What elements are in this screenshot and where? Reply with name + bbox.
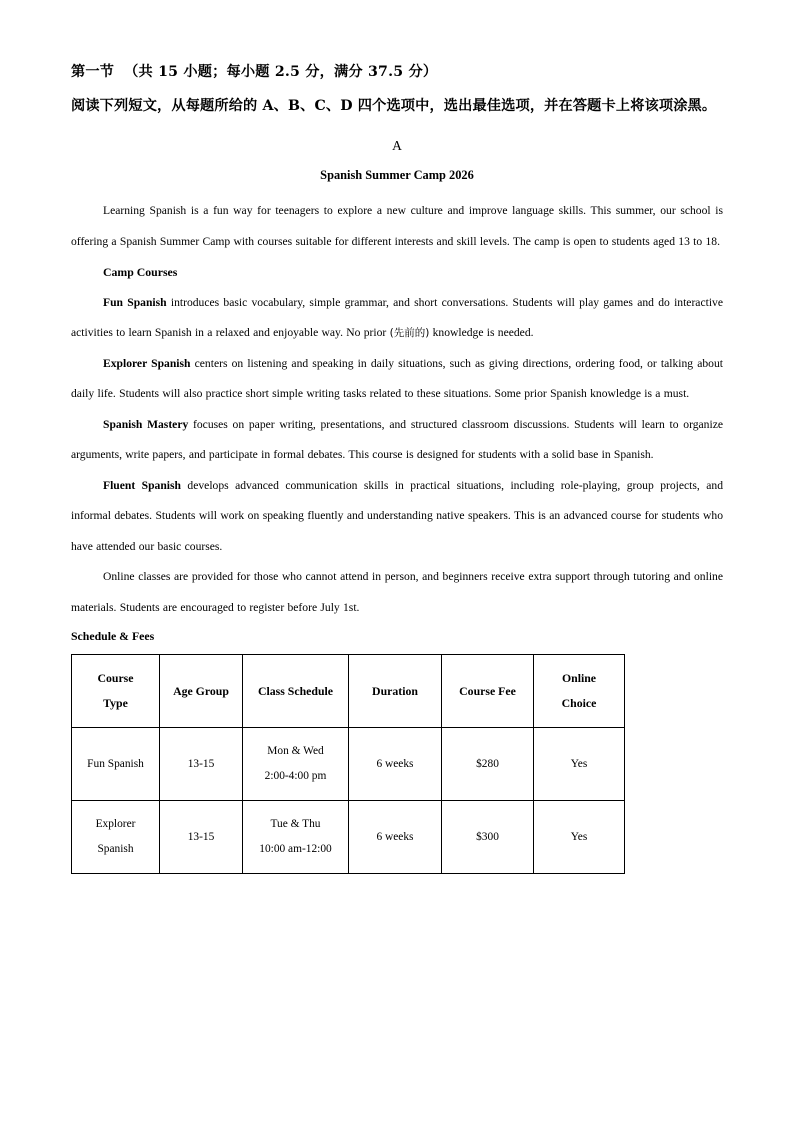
cell-course-type: [72, 801, 160, 874]
passage-closing-paragraph: Online classes are provided for those who cannot attend in person, and beginners receive extra support through tutoring and online materials. Students are encouraged to register before July 1st.: [71, 570, 723, 614]
cell-duration: 6 weeks: [349, 801, 442, 874]
table-header-course-type-line1: Course: [97, 671, 134, 685]
cell-online-choice: Yes: [534, 801, 625, 874]
schedule-fees-table: [71, 654, 625, 874]
cell-class-schedule: [243, 801, 349, 874]
cell-class-schedule-time: 10:00 am-12:00: [259, 843, 332, 855]
section-header-line: [71, 55, 723, 89]
table-header-duration: Duration: [349, 655, 442, 728]
passage-title: Spanish Summer Camp 2026: [320, 168, 474, 182]
cell-course-type-line1: Explorer: [95, 818, 136, 830]
course-paragraph-spanish-mastery: [71, 410, 723, 471]
cell-course-fee: $280: [442, 728, 534, 801]
page-content: [71, 55, 723, 874]
table-header-online-choice: [534, 655, 625, 728]
passage-intro-paragraph: Learning Spanish is a fun way for teenagers to explore a new culture and improve language skills. This summer, our school is offering a Spanish Summer Camp with courses suitable for different interests and skill levels. The camp is open to students aged 13 to 18.: [71, 204, 723, 248]
course-body-tail-fun-spanish: knowledge is needed.: [429, 326, 534, 339]
table-header-row: [72, 655, 625, 728]
course-body-spanish-mastery: focuses on paper writing, presentations, and structured classroom discussions. Students will learn to organize arguments, write papers, and participate in formal debates. This course is designed for students with a solid base in Spanish.: [71, 417, 723, 461]
exam-instruction: 阅读下列短文，从每题所给的 A、B、C、D 四个选项中，选出最佳选项，并在答题卡上将该项涂黑。: [71, 98, 717, 114]
passage-letter: A: [392, 138, 402, 153]
schedule-fees-heading: Schedule & Fees: [71, 629, 155, 643]
course-paragraph-explorer-spanish: [71, 349, 723, 410]
course-body-fluent-spanish: develops advanced communication skills in practical situations, including role-playing, group projects, and informal debates. Students will work on speaking fluently and understanding native speakers. This is an advanced course for students who have attended our basic courses.: [71, 478, 723, 553]
section-label: 第一节: [71, 64, 115, 80]
cell-class-schedule: [243, 728, 349, 801]
cell-class-schedule-days: Tue & Thu: [270, 818, 321, 830]
course-paragraph-fun-spanish: [71, 288, 723, 349]
cell-course-fee: $300: [442, 801, 534, 874]
cell-online-choice: Yes: [534, 728, 625, 801]
course-gloss-fun-spanish: (先前的): [389, 327, 430, 339]
section-meta: （共 15 小题；每小题 2.5 分，满分 37.5 分）: [124, 64, 438, 80]
course-paragraph-fluent-spanish: [71, 471, 723, 563]
cell-course-type-line2: Spanish: [97, 843, 134, 855]
course-body-explorer-spanish: centers on listening and speaking in daily situations, such as giving directions, ordering food, or talking about daily life. Students will also practice short simple writing tasks related to these situations. Some prior Spanish knowledge is a must.: [71, 356, 723, 400]
camp-courses-heading: Camp Courses: [103, 265, 178, 279]
table-header-age-group: Age Group: [160, 655, 243, 728]
table-header-course-fee: Course Fee: [442, 655, 534, 728]
cell-age-group: 13-15: [160, 801, 243, 874]
course-name-fluent-spanish: Fluent Spanish: [103, 478, 181, 492]
cell-duration: 6 weeks: [349, 728, 442, 801]
course-body-fun-spanish: introduces basic vocabulary, simple grammar, and short conversations. Students will play games and do interactive activities to learn Spanish in a relaxed and enjoyable way. No prior: [71, 295, 723, 339]
cell-course-type: Fun Spanish: [72, 728, 160, 801]
table-row: [72, 728, 625, 801]
table-header-course-type-line2: Type: [103, 696, 128, 710]
table-header-online-choice-line2: Choice: [561, 696, 597, 710]
course-name-explorer-spanish: Explorer Spanish: [103, 356, 191, 370]
table-header-online-choice-line1: Online: [561, 671, 597, 685]
course-name-fun-spanish: Fun Spanish: [103, 295, 167, 309]
table-row: [72, 801, 625, 874]
cell-class-schedule-time: 2:00-4:00 pm: [264, 770, 327, 782]
cell-age-group: 13-15: [160, 728, 243, 801]
table-header-class-schedule: Class Schedule: [243, 655, 349, 728]
course-name-spanish-mastery: Spanish Mastery: [103, 417, 189, 431]
table-header-course-type: [72, 655, 160, 728]
cell-class-schedule-days: Mon & Wed: [267, 745, 324, 757]
